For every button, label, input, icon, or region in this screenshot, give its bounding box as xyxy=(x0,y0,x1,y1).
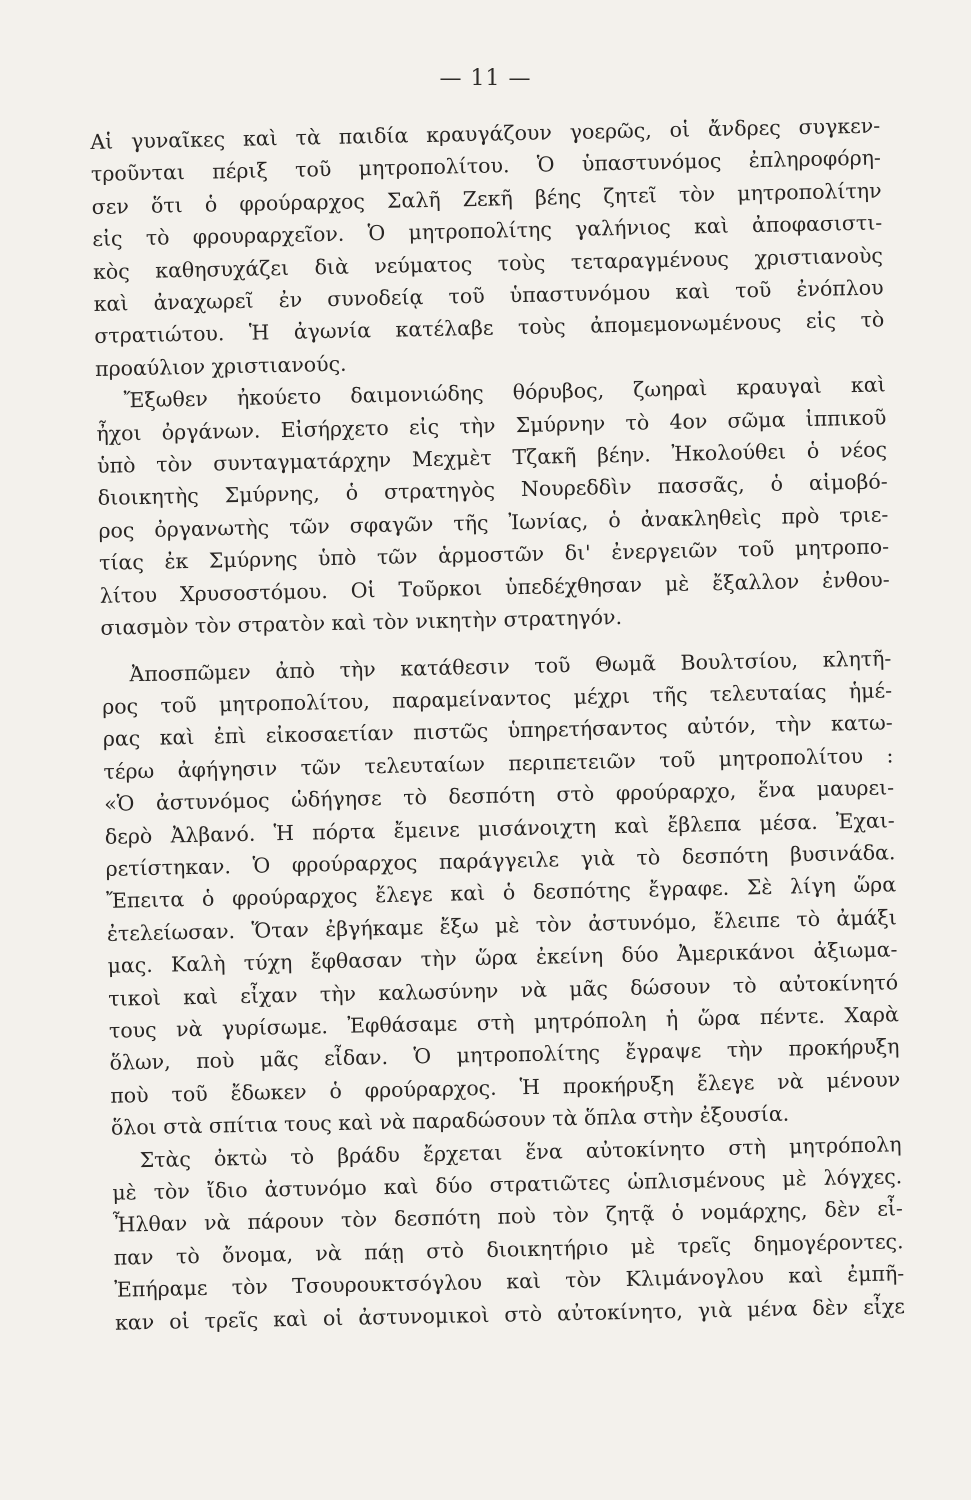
text-line: προαύλιον χριστιανούς. xyxy=(94,351,347,381)
text-line: τικοὶ καὶ εἶχαν τὴν καλωσύνην νὰ μᾶς δώσουν τὸ αὐτοκίνητό xyxy=(108,969,899,1011)
text-line: τέρω ἀφήγησιν τῶν τελευταίων περιπετειῶν τοῦ μητροπολίτου : xyxy=(103,743,894,784)
body-text xyxy=(90,109,905,1338)
text-line: ὑπὸ τὸν συνταγματάρχην Μεχμὲτ Τζακῆ βέην. Ἠκολούθει ὁ νέος xyxy=(96,437,888,478)
text-line: «Ὁ ἀστυνόμος ὡδήγησε τὸ δεσπότη στὸ φρούραρχο, ἕνα μαυρει- xyxy=(103,775,895,816)
text-line: τροῦνται πέριξ τοῦ μητροπολίτου. Ὁ ὑπαστυνόμος ἐπληροφόρη- xyxy=(90,145,882,187)
text-line: Ἐπήραμε τὸν Τσουρουκτσόγλου καὶ τὸν Κλιμάνογλου καὶ ἐμπῆ- xyxy=(114,1261,905,1302)
paragraph-3 xyxy=(101,642,901,1145)
text-line: ἦχοι ὀργάνων. Εἰσήρχετο εἰς τὴν Σμύρνην τὸ 4ον σῶμα ἱππικοῦ xyxy=(96,405,887,446)
text-line: Ἀποσπῶμεν ἀπὸ τὴν κατάθεσιν τοῦ Θωμᾶ Βουλτσίου, κλητῆ- xyxy=(129,645,892,686)
text-line: παν τὸ ὄνομα, νὰ πάῃ στὸ διοικητήριο μὲ τρεῖς δημογέροντες. xyxy=(113,1229,904,1270)
text-line: καὶ ἀναχωρεῖ ἐν συνοδείᾳ τοῦ ὑπαστυνόμου καὶ τοῦ ἐνόπλου xyxy=(93,275,884,316)
paragraph-2 xyxy=(95,369,890,645)
text-line: ρος τοῦ μητροπολίτου, παραμείναντος μέχρι τῆς τελευταίας ἡμέ- xyxy=(101,678,893,719)
text-line: ὅλων, ποὺ μᾶς εἶδαν. Ὁ μητροπολίτης ἔγραψε τὴν προκήρυξη xyxy=(109,1034,900,1076)
text-line: σιασμὸν τὸν στρατὸν καὶ τὸν νικητὴν στρατηγόν. xyxy=(100,605,623,640)
text-line: Ἔπειτα ὁ φρούραρχος ἔλεγε καὶ ὁ δεσπότης ἔγραφε. Σὲ λίγη ὥρα xyxy=(105,872,897,914)
text-line: διοικητὴς Σμύρνης, ὁ στρατηγὸς Νουρεδδὶν πασσᾶς, ὁ αἱμοβό- xyxy=(97,469,888,511)
text-line: μας. Καλὴ τύχη ἔφθασαν τὴν ὥρα ἐκείνη δύο Ἀμερικάνοι ἀξιωμα- xyxy=(107,937,898,978)
text-line: καν οἱ τρεῖς καὶ οἱ ἀστυνομικοὶ στὸ αὐτοκίνητο, γιὰ μένα δὲν εἶχε xyxy=(114,1293,906,1335)
text-line: στρατιώτου. Ἡ ἀγωνία κατέλαβε τοὺς ἀπομεμονωμένους εἰς τὸ xyxy=(94,307,885,349)
text-line: Ἦλθαν νὰ πάρουν τὸν δεσπότη ποὺ τὸν ζητᾷ ὁ νομάρχης, δὲν εἶ- xyxy=(112,1196,904,1238)
text-line: τους νὰ γυρίσωμε. Ἐφθάσαμε στὴ μητρόπολη ἡ ὥρα πέντε. Χαρὰ xyxy=(108,1002,900,1043)
text-line: ρας καὶ ἐπὶ εἰκοσαετίαν πιστῶς ὑπηρετήσαντος αὐτόν, τὴν κατω- xyxy=(102,710,893,752)
paragraph-4 xyxy=(111,1128,905,1339)
text-line: λίτου Χρυσοστόμου. Οἱ Τοῦρκοι ὑπεδέχθησαν μὲ ἔξαλλον ἐνθου- xyxy=(99,567,890,608)
text-line: δερὸ Ἀλβανό. Ἡ πόρτα ἔμεινε μισάνοιχτη καὶ ἔβλεπα μέσα. Ἐχαι- xyxy=(104,807,895,849)
text-line: ὅλοι στὰ σπίτια τους καὶ νὰ παραδώσουν τὰ ὅπλα στὴν ἐξουσία. xyxy=(110,1101,790,1140)
text-line: μὲ τὸν ἴδιο ἀστυνόμο καὶ δύο στρατιῶτες ὡπλισμένους μὲ λόγχες. xyxy=(112,1164,903,1205)
text-line: ποὺ τοῦ ἔδωκεν ὁ φρούραρχος. Ἡ προκήρυξη ἔλεγε νὰ μένουν xyxy=(110,1067,901,1108)
text-line: σεν ὅτι ὁ φρούραρχος Σαλῆ Ζεκῆ βέης ζητεῖ τὸν μητροπολίτην xyxy=(91,178,882,219)
text-line: ἐτελείωσαν. Ὅταν ἐβγήκαμε ἔξω μὲ τὸν ἀστυνόμο, ἔλειπε τὸ ἀμάξι xyxy=(106,905,897,946)
paragraph-1 xyxy=(90,109,885,385)
text-line: κὸς καθησυχάζει διὰ νεύματος τοὺς τεταραγμένους χριστιανοὺς xyxy=(92,243,884,284)
text-line: Στὰς ὀκτὼ τὸ βράδυ ἔρχεται ἕνα αὐτοκίνητο στὴ μητρόπολη xyxy=(139,1131,902,1172)
page-number: — 11 — xyxy=(439,66,532,91)
text-line: Ἔξωθεν ἠκούετο δαιμονιώδης θόρυβος, ζωηραὶ κραυγαὶ καὶ xyxy=(123,372,886,413)
text-line: εἰς τὸ φρουραρχεῖον. Ὁ μητροπολίτης γαλήνιος καὶ ἀποφασιστι- xyxy=(92,210,883,252)
text-line: ρετίστηκαν. Ὁ φρούραρχος παράγγειλε γιὰ τὸ δεσπότη βυσινάδα. xyxy=(105,840,896,881)
text-line: τίας ἐκ Σμύρνης ὑπὸ τῶν ἁρμοστῶν δι' ἐνεργειῶν τοῦ μητροπο- xyxy=(98,534,890,576)
text-line: Αἱ γυναῖκες καὶ τὰ παιδία κραυγάζουν γοερῶς, οἱ ἄνδρες συγκεν- xyxy=(90,113,881,154)
text-line: ρος ὀργανωτὴς τῶν σφαγῶν τῆς Ἰωνίας, ὁ ἀνακληθεὶς πρὸ τριε- xyxy=(98,502,889,543)
